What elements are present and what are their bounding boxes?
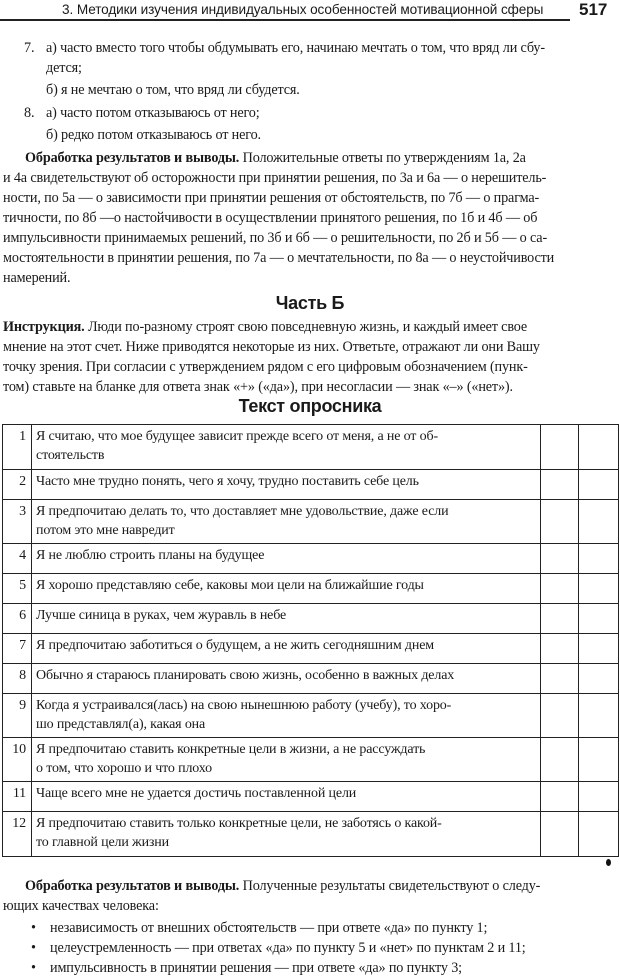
- row-statement: [32, 782, 541, 812]
- table-row: [3, 544, 619, 574]
- paragraph-line: ющих качествах человека:: [3, 898, 159, 914]
- answer-cell-no[interactable]: [579, 544, 619, 574]
- item-number: 7.: [24, 40, 35, 56]
- statement-line: то главной цели жизни: [36, 835, 169, 850]
- statement-line: Я предпочитаю ставить только конкретные цели, не заботясь о какой-: [36, 816, 442, 831]
- table-row: [3, 694, 619, 738]
- statement-line: Обычно я стараюсь планировать свою жизнь, особенно в важных делах: [36, 668, 455, 683]
- answer-cell-yes[interactable]: [541, 544, 579, 574]
- row-number: 6: [3, 604, 32, 634]
- answer-cell-no[interactable]: [579, 664, 619, 694]
- statement-line: шо представлял(а), какая она: [36, 717, 206, 732]
- statement-line: Чаще всего мне не удается достичь поставленной цели: [36, 786, 357, 801]
- statement-line: Я хорошо представляю себе, каковы мои цели на ближайшие годы: [36, 578, 424, 593]
- paragraph-line: импульсивности принимаемых решений, по 3б и 6б — о решительности, по 2б и 5б — о са-: [3, 230, 548, 246]
- statement-line: стоятельств: [36, 448, 105, 463]
- bullet-icon: •: [31, 960, 36, 976]
- table-row: [3, 782, 619, 812]
- answer-cell-no[interactable]: [579, 604, 619, 634]
- table-row: [3, 604, 619, 634]
- section-title-part-b: Часть Б: [275, 293, 345, 313]
- row-number: 10: [3, 738, 32, 782]
- table-row: [3, 500, 619, 544]
- row-number: 5: [3, 574, 32, 604]
- answer-cell-no[interactable]: [579, 812, 619, 857]
- row-number: 2: [3, 470, 32, 500]
- bullet-item: целеустремленность — при ответах «да» по пункту 5 и «нет» по пунктам 2 и 11;: [50, 940, 526, 956]
- results-heading: Обработка результатов и выводы.: [25, 150, 240, 166]
- answer-cell-yes[interactable]: [541, 664, 579, 694]
- statement-line: о том, что хорошо и что плохо: [36, 761, 212, 776]
- paragraph-line: намерений.: [3, 270, 71, 286]
- item-line: дется;: [46, 60, 82, 76]
- statement-line: потом это мне навредит: [36, 523, 175, 538]
- header-rule: [0, 19, 570, 21]
- table-row: [3, 574, 619, 604]
- statement-line: Я предпочитаю ставить конкретные цели в жизни, а не рассуждать: [36, 742, 426, 757]
- row-statement: [32, 634, 541, 664]
- row-number: 11: [3, 782, 32, 812]
- instruction-heading: Инструкция.: [3, 319, 85, 335]
- answer-cell-no[interactable]: [579, 500, 619, 544]
- answer-cell-no[interactable]: [579, 425, 619, 470]
- answer-cell-yes[interactable]: [541, 470, 579, 500]
- answer-cell-yes[interactable]: [541, 425, 579, 470]
- item-line: б) редко потом отказываюсь от него.: [46, 127, 261, 143]
- table-row: [3, 634, 619, 664]
- paragraph-line: Положительные ответы по утверждениям 1а, 2а: [239, 150, 526, 166]
- paragraph-line: и 4а свидетельствуют об осторожности при принятии решения, по 3а и 6а — о нерешитель-: [3, 170, 547, 186]
- results-heading: Обработка результатов и выводы.: [25, 878, 240, 894]
- row-number: 9: [3, 694, 32, 738]
- item-line: а) часто потом отказываюсь от него;: [46, 105, 260, 121]
- page-number: 517: [579, 0, 608, 19]
- paragraph-line: мнение на этот счет. Ниже приводятся некоторые из них. Ответьте, отражают ли они Вашу: [3, 339, 540, 355]
- row-statement: [32, 574, 541, 604]
- table-row: [3, 425, 619, 470]
- paragraph-line: том) ставьте на бланке для ответа знак «+» («да»), при несогласии — знак «–» («нет»).: [3, 379, 513, 395]
- answer-cell-no[interactable]: [579, 470, 619, 500]
- row-number: 8: [3, 664, 32, 694]
- row-statement: [32, 812, 541, 857]
- statement-line: Когда я устраивался(лась) на свою нынешнюю работу (учебу), то хоро-: [36, 698, 452, 713]
- bullet-icon: •: [31, 940, 36, 956]
- statement-line: Я предпочитаю заботиться о будущем, а не жить сегодняшним днем: [36, 638, 434, 653]
- questionnaire-table: [2, 424, 619, 857]
- row-statement: [32, 425, 541, 470]
- bullet-item: независимость от внешних обстоятельств — при ответе «да» по пункту 1;: [50, 920, 488, 936]
- paragraph-line: Полученные результаты свидетельствуют о следу-: [239, 878, 541, 894]
- answer-cell-yes[interactable]: [541, 500, 579, 544]
- statement-line: Я считаю, что мое будущее зависит прежде всего от меня, а не от об-: [36, 429, 438, 444]
- row-statement: [32, 470, 541, 500]
- item-number: 8.: [24, 105, 35, 121]
- item-line: а) часто вместо того чтобы обдумывать его, начинаю мечтать о том, что вряд ли сбу-: [46, 40, 545, 56]
- row-number: 1: [3, 425, 32, 470]
- answer-cell-yes[interactable]: [541, 634, 579, 664]
- answer-cell-no[interactable]: [579, 634, 619, 664]
- answer-cell-no[interactable]: [579, 782, 619, 812]
- statement-line: Я не люблю строить планы на будущее: [36, 548, 265, 563]
- answer-cell-no[interactable]: [579, 694, 619, 738]
- answer-cell-yes[interactable]: [541, 738, 579, 782]
- table-row: [3, 664, 619, 694]
- answer-cell-yes[interactable]: [541, 574, 579, 604]
- chapter-title: 3. Методики изучения индивидуальных особенностей мотивационной сферы: [62, 2, 544, 17]
- bullet-item: импульсивность в принятии решения — при ответе «да» по пункту 3;: [50, 960, 462, 976]
- paragraph-line: ности, по 5а — о зависимости при принятии решения от обстоятельств, по 7б — о прагма-: [3, 190, 540, 206]
- row-statement: [32, 664, 541, 694]
- row-statement: [32, 604, 541, 634]
- answer-cell-no[interactable]: [579, 574, 619, 604]
- ink-dot: [606, 859, 611, 866]
- row-number: 12: [3, 812, 32, 857]
- answer-cell-no[interactable]: [579, 738, 619, 782]
- table-row: [3, 738, 619, 782]
- table-row: [3, 812, 619, 857]
- row-statement: [32, 738, 541, 782]
- statement-line: Часто мне трудно понять, чего я хочу, трудно поставить себе цель: [36, 474, 419, 489]
- answer-cell-yes[interactable]: [541, 604, 579, 634]
- row-statement: [32, 544, 541, 574]
- paragraph-line: тичности, по 8б —о настойчивости в осуществлении принятого решения, по 1б и 4б — об: [3, 210, 538, 226]
- paragraph-line: Люди по-разному строят свою повседневную жизнь, и каждый имеет свое: [84, 319, 528, 335]
- row-statement: [32, 500, 541, 544]
- questionnaire-title: Текст опросника: [238, 396, 382, 416]
- table-row: [3, 470, 619, 500]
- row-number: 4: [3, 544, 32, 574]
- row-statement: [32, 694, 541, 738]
- row-number: 7: [3, 634, 32, 664]
- row-number: 3: [3, 500, 32, 544]
- bullet-icon: •: [31, 920, 36, 936]
- running-header: [0, 0, 620, 22]
- statement-line: Лучше синица в руках, чем журавль в небе: [36, 608, 287, 623]
- paragraph-line: мостоятельности в принятии решения, по 7а — о мечтательности, по 8а — о неустойчивости: [3, 250, 555, 266]
- answer-cell-yes[interactable]: [541, 694, 579, 738]
- statement-line: Я предпочитаю делать то, что доставляет мне удовольствие, даже если: [36, 504, 449, 519]
- answer-cell-yes[interactable]: [541, 782, 579, 812]
- answer-cell-yes[interactable]: [541, 812, 579, 857]
- paragraph-line: точку зрения. При согласии с утверждением рядом с его цифровым обозначением (пунк-: [3, 359, 528, 375]
- item-line: б) я не мечтаю о том, что вряд ли сбудется.: [46, 82, 300, 98]
